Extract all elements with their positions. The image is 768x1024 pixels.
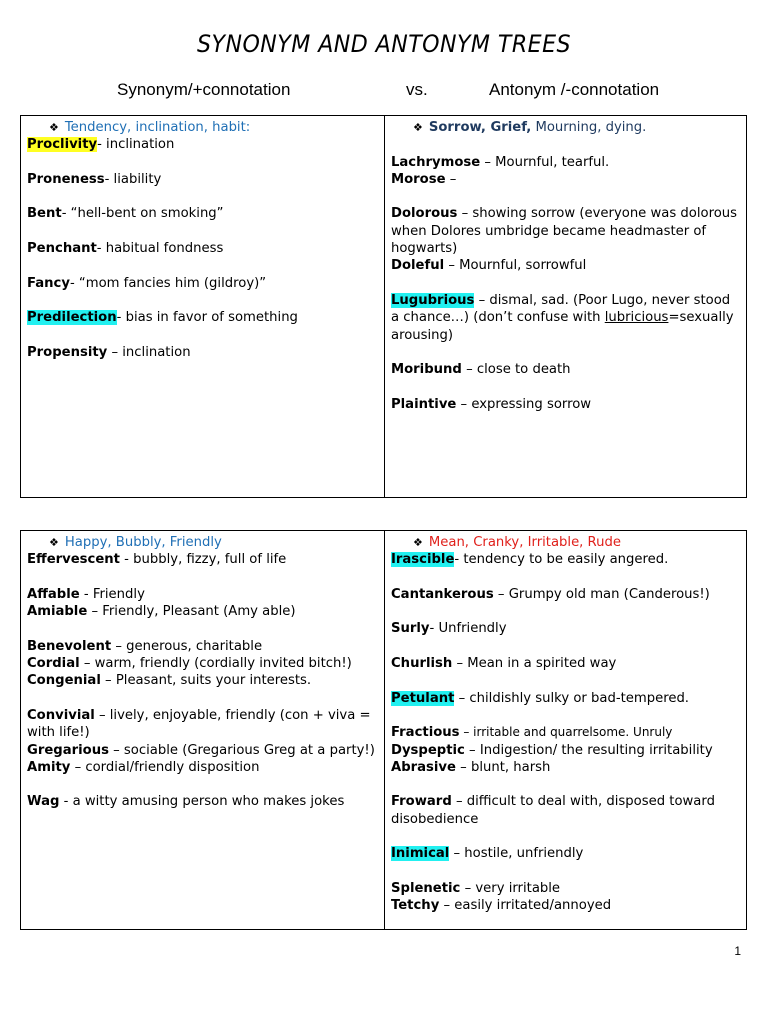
word-entry: Effervescent - bubbly, fizzy, full of life xyxy=(27,552,287,568)
word-entry: Proneness- liability xyxy=(27,171,162,187)
word-entry: Bent- “hell-bent on smoking” xyxy=(27,206,224,222)
diamond-bullet-icon: ❖ xyxy=(413,121,423,134)
word-entry: Froward – difficult to deal with, disposed toward disobedience xyxy=(391,794,715,827)
word-entry: Fractious – irritable and quarrelsome. Unruly xyxy=(391,725,673,741)
word-entry: Petulant – childishly sulky or bad-tempered. xyxy=(391,690,690,706)
word-entry: Plaintive – expressing sorrow xyxy=(391,396,592,412)
word-entry: Benevolent – generous, charitable xyxy=(27,638,263,654)
word-entry: Penchant- habitual fondness xyxy=(27,241,224,257)
word-entry: Cordial – warm, friendly (cordially invited bitch!) xyxy=(27,656,352,672)
word-entry: Morose – xyxy=(391,171,457,187)
group-header-label: Mean, Cranky, Irritable, Rude xyxy=(428,535,621,550)
tree-table-2 xyxy=(20,530,747,930)
word-entry: Tetchy – easily irritated/annoyed xyxy=(391,898,612,914)
tree-table-1 xyxy=(20,115,747,498)
diamond-bullet-icon: ❖ xyxy=(49,536,59,549)
word-entry: Proclivity- inclination xyxy=(27,137,175,153)
diamond-bullet-icon: ❖ xyxy=(413,536,423,549)
word-entry: Predilection- bias in favor of something xyxy=(27,310,298,326)
word-entry: Irascible- tendency to be easily angered. xyxy=(391,552,669,568)
word-entry: Propensity – inclination xyxy=(27,344,191,360)
word-entry: Lachrymose – Mournful, tearful. xyxy=(391,154,610,170)
group-header-label: Tendency, inclination, habit: xyxy=(64,120,251,135)
word-entry: Splenetic – very irritable xyxy=(391,880,561,896)
subtitle-synonym: Synonym/+connotation xyxy=(117,80,291,99)
word-entry: Congenial – Pleasant, suits your interests. xyxy=(27,673,312,689)
word-entry: Dyspeptic – Indigestion/ the resulting irritability xyxy=(391,742,713,758)
word-entry: Moribund – close to death xyxy=(391,362,571,378)
word-entry: Fancy- “mom fancies him (gildroy)” xyxy=(27,275,267,291)
page-number: 1 xyxy=(734,944,741,958)
group-header xyxy=(27,119,378,136)
word-entry: Cantankerous – Grumpy old man (Canderous!) xyxy=(391,586,710,602)
word-entry: Wag - a witty amusing person who makes jokes xyxy=(27,794,345,810)
group-header: ❖ Sorrow, Grief, Mourning, dying. xyxy=(413,120,647,135)
antonym-cell-sorrow xyxy=(385,116,746,497)
word-entry: Inimical – hostile, unfriendly xyxy=(391,846,584,862)
group-header xyxy=(27,534,378,551)
page-title: SYNONYM AND ANTONYM TREES xyxy=(197,30,571,58)
word-entry: Amiable – Friendly, Pleasant (Amy able) xyxy=(27,604,296,620)
diamond-bullet-icon: ❖ xyxy=(49,121,59,134)
word-entry: Dolorous – showing sorrow (everyone was dolorous when Dolores umbridge became headmaster of hogwarts) xyxy=(391,206,738,257)
synonym-cell-happy xyxy=(21,531,385,929)
word-entry: Convivial – lively, enjoyable, friendly (con + viva = with life!) xyxy=(27,707,371,741)
subtitle-antonym: Antonym /-connotation xyxy=(489,80,660,99)
antonym-cell-mean xyxy=(385,531,746,929)
word-entry: Surly- Unfriendly xyxy=(391,621,507,637)
synonym-cell-tendency xyxy=(21,116,385,497)
group-header xyxy=(391,534,740,551)
word-entry: Lugubrious – dismal, sad. (Poor Lugo, never stood a chance…) (don’t confuse with lubricious=sexually arousing) xyxy=(391,292,734,343)
subtitle-vs: vs. xyxy=(406,80,428,99)
group-header-label: Happy, Bubbly, Friendly xyxy=(64,535,222,550)
word-entry: Churlish – Mean in a spirited way xyxy=(391,656,617,672)
word-entry: Amity – cordial/friendly disposition xyxy=(27,759,260,775)
word-entry: Affable - Friendly xyxy=(27,586,145,602)
word-entry: Gregarious – sociable (Gregarious Greg at a party!) xyxy=(27,742,375,758)
word-entry: Doleful – Mournful, sorrowful xyxy=(391,258,587,274)
word-entry: Abrasive – blunt, harsh xyxy=(391,759,551,775)
